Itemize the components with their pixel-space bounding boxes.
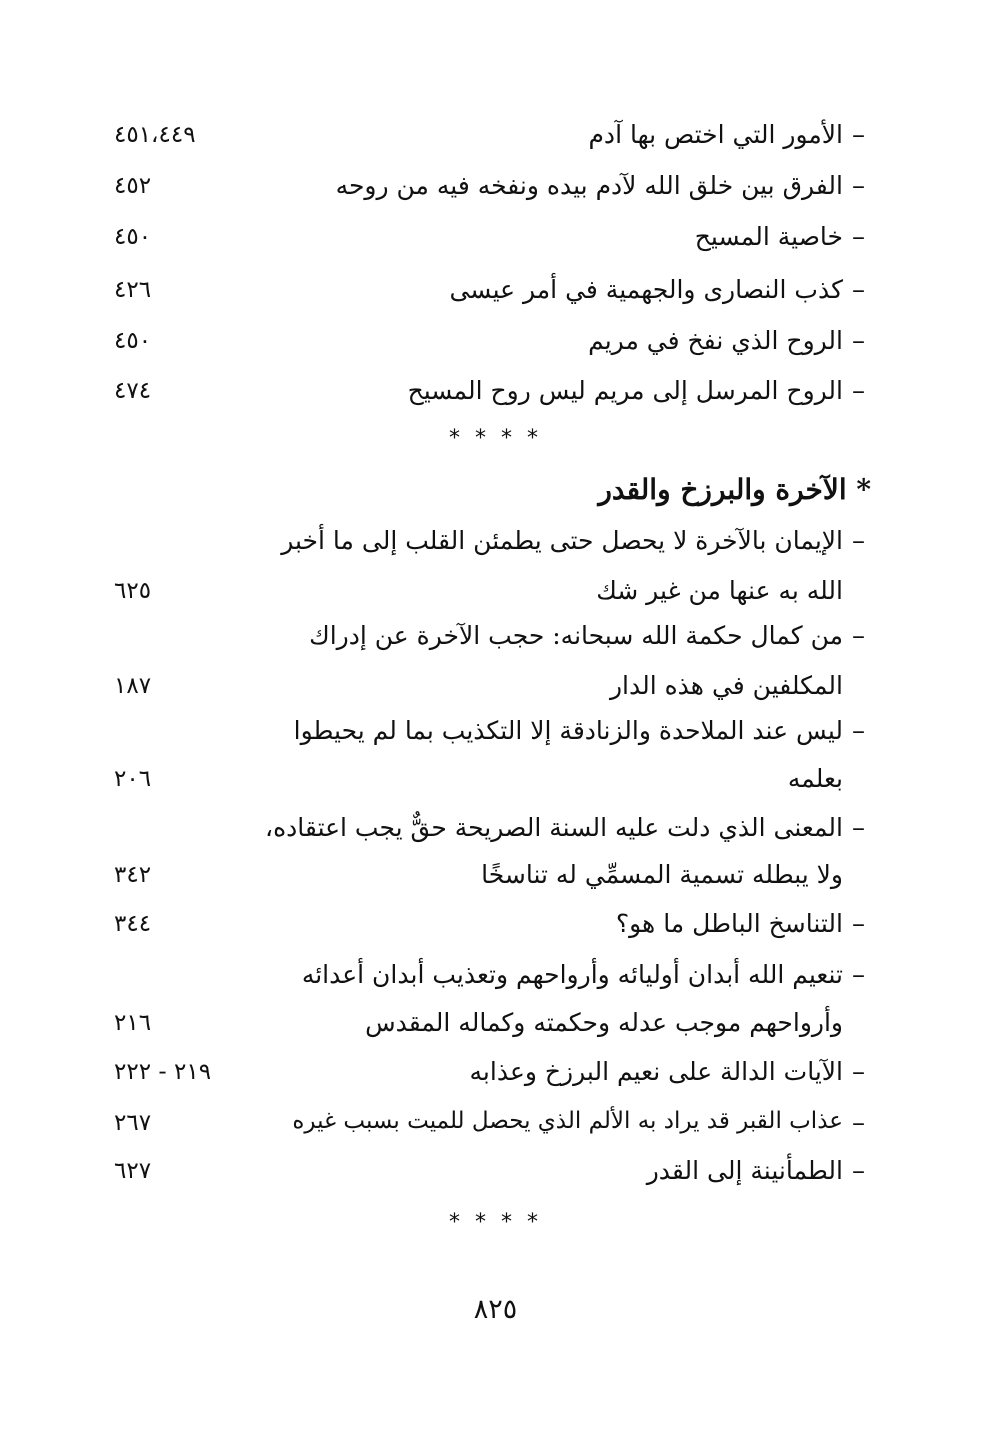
entry-dash: –: [852, 275, 865, 305]
entry-page: ٤٥٠: [114, 224, 152, 250]
entry-page: ٢١٦: [114, 1010, 152, 1036]
entry-text: عذاب القبر قد يراد به الألم الذي يحصل للميت بسبب غيره: [292, 1108, 843, 1134]
entry-text: الأمور التي اختص بها آدم: [588, 120, 843, 149]
entry-text-line2: المكلفين في هذه الدار: [609, 671, 843, 700]
entry-page: ٦٢٧: [114, 1158, 152, 1184]
separator: * * * *: [449, 1210, 542, 1235]
entry-dash: –: [852, 171, 865, 201]
entry-dash: –: [852, 1156, 865, 1186]
page-number: ٨٢٥: [473, 1294, 518, 1325]
entry-page: ٢٦٧: [114, 1110, 152, 1136]
entry-text: الفرق بين خلق الله لآدم بيده ونفخه فيه من روحه: [335, 171, 843, 200]
entry-page: ٣٤٢: [114, 862, 152, 888]
entry-dash: –: [852, 1057, 865, 1087]
entry-text-line2: بعلمه: [787, 764, 843, 793]
entry-page: ٤٥٠: [114, 328, 152, 354]
entry-page: ١٨٧: [114, 673, 152, 699]
entry-dash: –: [852, 960, 865, 990]
entry-text-line2: الله به عنها من غير شك: [596, 576, 843, 605]
entry-text: الطمأنينة إلى القدر: [646, 1156, 843, 1185]
entry-text: الآيات الدالة على نعيم البرزخ وعذابه: [469, 1057, 843, 1086]
entry-page: ٢٠٦: [114, 766, 152, 792]
entry-dash: –: [852, 120, 865, 150]
entry-text: التناسخ الباطل ما هو؟: [615, 909, 843, 938]
entry-text-line1: الإيمان بالآخرة لا يحصل حتى يطمئن القلب إلى ما أخبر: [281, 526, 843, 555]
entry-text: الروح المرسل إلى مريم ليس روح المسيح: [407, 376, 843, 405]
entry-dash: –: [852, 376, 865, 406]
entry-dash: –: [852, 222, 865, 252]
separator: * * * *: [449, 426, 542, 451]
entry-page: ٣٤٤: [114, 911, 152, 937]
entry-page: ٤٥١،٤٤٩: [114, 122, 196, 148]
entry-page: ٦٢٥: [114, 578, 152, 604]
entry-dash: –: [852, 526, 865, 556]
entry-text-line2: ولا يبطله تسمية المسمِّي له تناسخًا: [481, 860, 843, 889]
section-heading: * الآخرة والبرزخ والقدر: [598, 473, 871, 506]
entry-page: ٤٧٤: [114, 378, 152, 404]
entry-text-line1: من كمال حكمة الله سبحانه: حجب الآخرة عن إدراك: [309, 621, 843, 650]
entry-page: ٤٥٢: [114, 173, 152, 199]
entry-text-line2: وأرواحهم موجب عدله وحكمته وكماله المقدس: [365, 1008, 843, 1037]
entry-dash: –: [852, 621, 865, 651]
entry-text-line1: تنعيم الله أبدان أوليائه وأرواحهم وتعذيب أبدان أعدائه: [301, 960, 843, 989]
entry-dash: –: [852, 1108, 865, 1138]
entry-dash: –: [852, 326, 865, 356]
entry-dash: –: [852, 909, 865, 939]
entry-dash: –: [852, 716, 865, 746]
entry-text-line1: ليس عند الملاحدة والزنادقة إلا التكذيب بما لم يحيطوا: [293, 716, 843, 745]
entry-text: الروح الذي نفخ في مريم: [588, 326, 843, 355]
entry-text-line1: المعنى الذي دلت عليه السنة الصريحة حقٌّ يجب اعتقاده،: [265, 813, 843, 842]
entry-page: ٢١٩ - ٢٢٢: [114, 1059, 212, 1085]
entry-dash: –: [852, 813, 865, 843]
entry-text: خاصية المسيح: [694, 222, 843, 251]
entry-text: كذب النصارى والجهمية في أمر عيسى: [449, 275, 843, 304]
entry-page: ٤٢٦: [114, 277, 152, 303]
